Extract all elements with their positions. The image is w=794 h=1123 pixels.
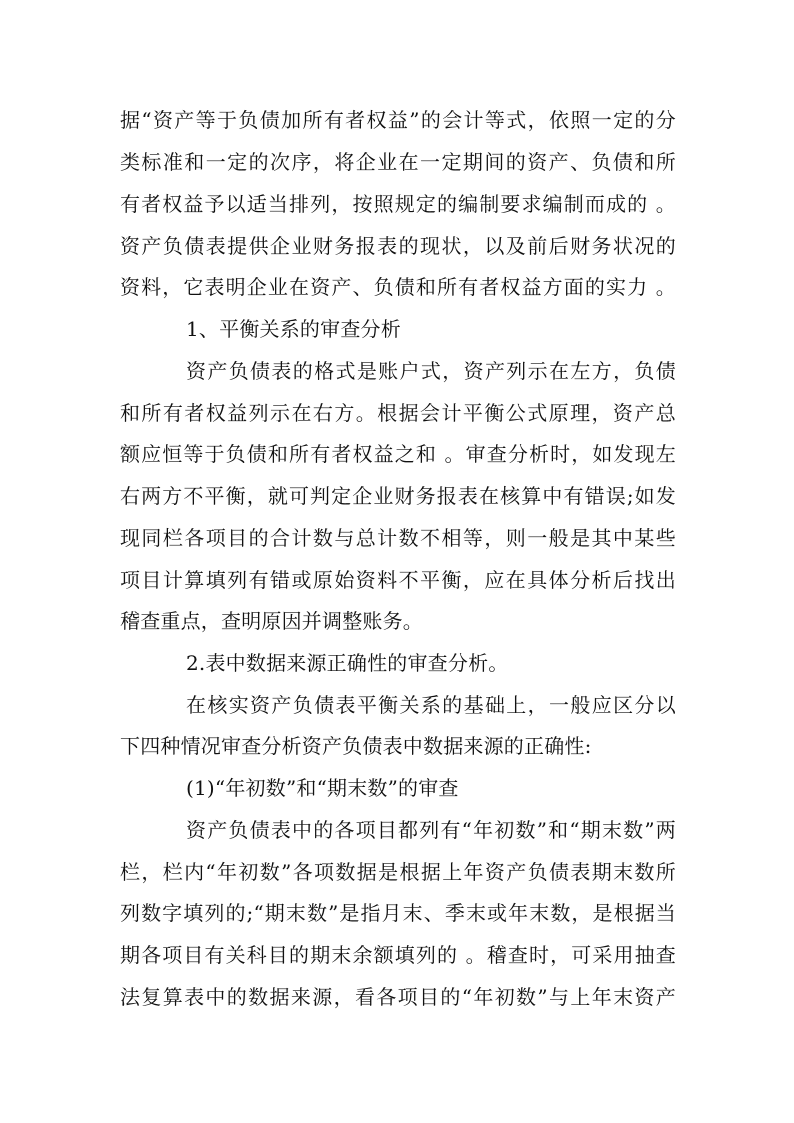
text-line: 资产负债表中的各项目都列有“年初数”和“期末数”两 xyxy=(186,818,676,842)
subsection-heading: (1)“年初数”和“期末数”的审查 xyxy=(186,776,459,800)
text-line: 现同栏各项目的合计数与总计数不相等，则一般是其中某些 xyxy=(120,526,676,550)
section-heading: 2.表中数据来源正确性的审查分析。 xyxy=(186,651,509,675)
text-line: 和所有者权益列示在右方。根据会计平衡公式原理，资产总 xyxy=(120,401,676,425)
text-line: 额应恒等于负债和所有者权益之和 。审查分析时，如发现左 xyxy=(120,442,676,466)
text-line: 列数字填列的;“期末数”是指月末、季末或年末数，是根据当 xyxy=(120,901,676,925)
text-line: 期各项目有关科目的期末余额填列的 。稽查时，可采用抽查 xyxy=(120,943,676,967)
text-line: 资产负债表提供企业财务报表的现状，以及前后财务状况的 xyxy=(120,234,676,258)
text-line: 右两方不平衡，就可判定企业财务报表在核算中有错误;如发 xyxy=(120,484,676,508)
text-line: 资料，它表明企业在资产、负债和所有者权益方面的实力 。 xyxy=(120,275,676,299)
text-line: 资产负债表的格式是账户式，资产列示在左方，负债 xyxy=(186,359,676,383)
text-line: 在核实资产负债表平衡关系的基础上，一般应区分以 xyxy=(186,693,676,717)
text-line: 有者权益予以适当排列，按照规定的编制要求编制而成的 。 xyxy=(120,192,676,216)
section-heading: 1、平衡关系的审查分析 xyxy=(186,317,401,341)
text-line: 据“资产等于负债加所有者权益”的会计等式，依照一定的分 xyxy=(120,108,676,132)
text-line: 下四种情况审查分析资产负债表中数据来源的正确性: xyxy=(120,734,592,758)
text-line: 稽查重点，查明原因并调整账务。 xyxy=(120,609,423,633)
text-line: 栏，栏内“年初数”各项数据是根据上年资产负债表期末数所 xyxy=(120,860,676,884)
text-line: 类标准和一定的次序，将企业在一定期间的资产、负债和所 xyxy=(120,150,676,174)
text-line: 法复算表中的数据来源，看各项目的“年初数”与上年末资产 xyxy=(120,985,676,1009)
text-line: 项目计算填列有错或原始资料不平衡，应在具体分析后找出 xyxy=(120,568,676,592)
